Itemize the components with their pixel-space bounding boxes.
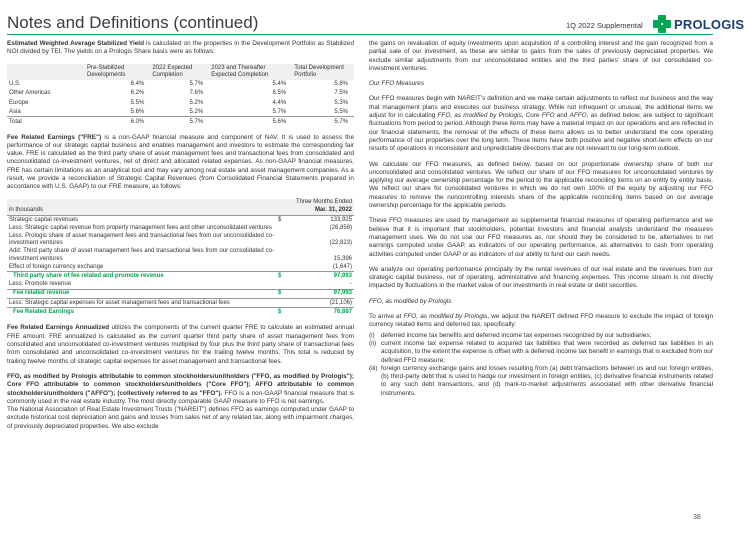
units-label: in thousands: [7, 207, 276, 216]
fre-amount: 76,887: [284, 308, 354, 317]
calc-ffo-text: We calculate our FFO measures, as defined below, based on our proportionate ownership share of both our unconsolidated and consolidated ventures. We reflect our share of our FFO measures for unconsolidated ventures by applying our average ownership percentage for the period to the applicable reconciling items on an entity by entity basis. We reflect our share for consolidated ventures in which we do not own 100% of the equity by adjusting our FFO measures to remove the noncontrolling interests share of the applicable reconciling items based on our average ownership percentage for the applicable periods.: [369, 160, 713, 210]
header-divider: [7, 34, 713, 35]
yield-col-header: Total Development Portfolio: [292, 64, 354, 80]
stabilized-yield-table: [7, 64, 354, 127]
fre-amount: -: [350, 281, 352, 288]
yield-intro: Estimated Weighted Average Stabilized Yield is calculated on the properties in the Development Portfolio as Stabilized NOI divided by TEI. The yields on a Prologis Share basis were as follows:: [7, 40, 355, 56]
arrive-ffo-text: To arrive at FFO, as modified by Prologis, we adjust the NAREIT defined FFO measure to exclude the impact of foreign currency related items and deferred tax, specifically:: [369, 313, 713, 329]
fre-row-label: Less: Promote revenue: [9, 281, 72, 288]
currency-symbol: $: [276, 308, 284, 317]
fre-amount: 97,993: [284, 272, 354, 281]
region-label: Asia: [9, 108, 21, 115]
fre-row: [7, 272, 354, 281]
currency-symbol: $: [276, 272, 284, 281]
fre-reconciliation-table: [7, 199, 354, 317]
currency-symbol: [276, 263, 284, 272]
yield-value: 6.0%: [85, 117, 150, 127]
fre-row-label: Strategic capital revenues: [9, 216, 79, 223]
yield-value: 5.2%: [189, 99, 204, 106]
adjustment-list: [369, 332, 713, 398]
yield-value: 5.5%: [130, 99, 145, 106]
fre-amount: (21,106): [284, 299, 354, 308]
yield-value: 5.2%: [189, 108, 204, 115]
yield-value: 7.6%: [189, 90, 204, 97]
report-period-label: 1Q 2022 Supplemental: [566, 21, 643, 30]
yield-row: [7, 89, 354, 98]
our-ffo-heading: Our FFO Measures: [369, 80, 425, 88]
list-text: deferred income tax benefits and deferred income tax expenses recognized by our subsidiaries;: [381, 331, 652, 339]
yield-col-header: Pre-Stabilized Developments: [85, 64, 150, 80]
yield-value: 7.5%: [334, 90, 348, 97]
currency-symbol: $: [276, 289, 284, 298]
currency-symbol: [276, 232, 284, 247]
frea-definition: Fee Related Earnings Annualized utilizes the components of the current quarter FRE to calculate an estimated annual FRE amount. FRE annualized is calculated as the current quarter third party share of asset management fees from consolidated and unconsolidated co-investment ventures multiplied by four plus the third party share of transactional fees from consolidated and unconsolidated co-investment ventures for the trailing twelve months. This total is reduced by trailing twelve months of strategic capital expenses for asset management and transactional fees.: [7, 324, 354, 365]
yield-value: 5.7%: [272, 108, 287, 115]
fre-row-label: Effect of foreign currency exchange: [9, 263, 104, 270]
list-item: [369, 332, 713, 340]
fre-row: [7, 289, 354, 298]
fre-row: [7, 248, 354, 263]
yield-value: 5.8%: [334, 81, 348, 88]
yield-row: [7, 117, 354, 127]
fre-row-label: Fee Related Earnings: [7, 308, 276, 317]
currency-symbol: [276, 281, 284, 290]
fre-row-label: Less: Strategic capital expenses for asset management fees and transactional fees: [7, 299, 276, 308]
yield-value: 5.3%: [334, 99, 348, 106]
left-column: [7, 40, 354, 438]
yield-value: 5.7%: [150, 117, 209, 127]
analyze-performance-text: We analyze our operating performance principally by the rental revenues of our real estate and the revenues from our strategic capital business, net of operating, administrative and financing expenses. This income stream is not directly impacted by fluctuations in the market value of our investments in real estate or debt securities.: [369, 265, 713, 290]
fre-row-label: Less: Strategic capital revenue from property management fees and other unconsolidated ventures: [9, 224, 272, 231]
ffo-modified-heading: FFO, as modified by Prologis: [369, 297, 452, 305]
fre-row: [7, 299, 354, 308]
fre-row-label: Third party share of fee related and promote revenue: [7, 272, 276, 281]
list-text: foreign currency exchange gains and losses resulting from (a) debt transactions between us and our foreign entities, (b) third-party debt that is used to hedge our investment in foreign entities, (c) derivative financial instruments related to any such debt transactions, and (d) mark-to-market adjustments associated with other derivative financial instruments.: [381, 364, 713, 397]
nareit-definition: The National Association of Real Estate Investment Trusts ("NAREIT") defines FFO as earnings computed under GAAP to exclude historical cost depreciation and gains and losses from sales net of any related tax, along with impairment charges, of previously depreciated properties. We also exclude: [7, 406, 354, 430]
fre-row: [7, 308, 354, 317]
fre-row: [7, 216, 354, 225]
list-marker: (ii): [369, 339, 377, 347]
fre-row: [7, 224, 354, 232]
yield-value: 6.2%: [130, 90, 145, 97]
fre-row-label: Fee related revenue: [7, 289, 276, 298]
currency-symbol: [276, 224, 284, 232]
region-label: Europe: [9, 99, 29, 106]
page-title: Notes and Definitions (continued): [7, 13, 259, 32]
fre-amount: 15,396: [333, 255, 352, 262]
page-number: 38: [693, 514, 701, 521]
yield-value: 5.7%: [292, 117, 354, 127]
region-label: Other Americas: [9, 90, 51, 97]
yield-row: [7, 107, 354, 117]
date-header: Mar. 31, 2022: [276, 207, 354, 216]
fre-row: [7, 281, 354, 290]
fre-row-label: Add: Third party share of asset management fees and transactional fees from our consolidated co-investment ventures: [9, 248, 274, 262]
region-label: U.S.: [9, 81, 21, 88]
yield-value: 5.6%: [130, 108, 145, 115]
yield-col-header: 2022 Expected Completion: [150, 64, 209, 80]
yield-value: 8.5%: [272, 90, 287, 97]
yield-value: 4.4%: [272, 99, 287, 106]
supplemental-measures-text: These FFO measures are used by management as supplemental financial measures of operating performance and we believe that it is important that stockholders, potential investors and financial analysts understand the measures management uses. We do not use our FFO measures as, nor should they be considered to be, alternatives to net earnings computed under GAAP, as indicators of our operating performance, as alternatives to cash from operating activities computed under GAAP or as indicators of our ability to fund our cash needs.: [369, 217, 713, 258]
yield-value: 5.5%: [334, 108, 348, 115]
prologis-logo: [653, 15, 744, 33]
fre-row: [7, 263, 354, 272]
fre-row-label: Less: Prologis share of asset management fees and transactional fees from our unconsolidated co-investment ventures: [9, 232, 274, 247]
list-text: current income tax expense related to acquired tax liabilities that were recorded as deferred tax liabilities in an acquisition, to the extent the expense is offset with a deferred income tax benefit in earnings that is excluded from our defined FFO measure;: [381, 339, 713, 364]
currency-symbol: $: [278, 216, 282, 223]
ffo-definition: FFO, as modified by Prologis attributable to common stockholders/unitholders ("FFO, as modified by Prologis"); Core FFO attributable to common stockholders/unitholders ("Core FFO"); AFFO attributable to common stockholders/unitholders ("AFFO"); (collectively referred to as "FFO"). FFO is a non-GAAP financial measure that is commonly used in the real estate industry. The most directly comparable GAAP measure to FFO is net earnings.: [7, 372, 354, 405]
prologis-logo-icon: [653, 15, 671, 33]
our-ffo-text: Our FFO measures begin with NAREIT's definition and we make certain adjustments to reflect our business and the way that management plans and executes our business strategy. While not infrequent or unusual, the additional items we adjust for in calculating FFO, as modified by Prologis, Core FFO and AFFO, as defined below, are subject to significant fluctuations from period to period. Although these items may have a material impact on our operations and are reflected in our financial statements, the removal of the effects of these items allows us to better understand the core operating performance of our properties over the long term. These items have both positive and negative short-term effects on our results of operations in inconsistent and unpredictable directions that are not relevant to our long-term outlook.: [369, 95, 713, 153]
yield-value: 6.4%: [130, 81, 145, 88]
yield-row: [7, 80, 354, 89]
fre-row: [7, 232, 354, 247]
logo-text: PROLOGIS: [674, 16, 744, 32]
yield-value: 5.4%: [272, 81, 287, 88]
nareit-continued: the gains on revaluation of equity investments upon acquisition of a controlling interest and the gain recognized from a partial sale of our investment, as these are similar to gains from the sales of previously depreciated properties. We exclude similar adjustments from our unconsolidated entities and the third parties' share of our consolidated co-investment ventures.: [369, 40, 713, 72]
fre-definition: Fee Related Earnings ("FRE") is a non-GAAP financial measure and component of NAV. It is used to assess the performance of our strategic capital business and enables management and investors to estimate the corresponding fair value. FRE is calculated as the third party share of asset management fees and transactional fees from consolidated and unconsolidated co-investment ventures, net of direct and allocated related expenses. As non-GAAP financial measures, FRE has certain limitations as an analytical tool and may vary among real estate and asset management companies. As a result, we provide a reconciliation of Strategic Capital Revenues (from Consolidated Financial Statements prepared in accordance with U.S. GAAP) to our FRE measure, as follows:: [7, 133, 354, 191]
list-marker: (i): [369, 331, 375, 339]
right-column: [369, 40, 713, 402]
list-item: [369, 365, 713, 398]
fre-amount: (22,823): [329, 240, 352, 247]
yield-col-header: 2023 and Thereafter Expected Completion: [209, 64, 292, 80]
fre-amount: 97,993: [284, 289, 354, 298]
yield-col-header: [7, 64, 85, 80]
list-marker: (iii): [369, 364, 378, 372]
fre-amount: (1,647): [332, 263, 352, 270]
currency-symbol: [276, 299, 284, 308]
list-item: [369, 340, 713, 365]
region-label: Total: [7, 117, 85, 127]
currency-symbol: [276, 248, 284, 263]
yield-row: [7, 98, 354, 107]
yield-value: 5.6%: [209, 117, 292, 127]
period-header: Three Months Ended: [276, 199, 354, 207]
fre-amount: 133,925: [330, 216, 352, 223]
yield-value: 5.7%: [189, 81, 204, 88]
fre-amount: (26,858): [329, 224, 352, 231]
